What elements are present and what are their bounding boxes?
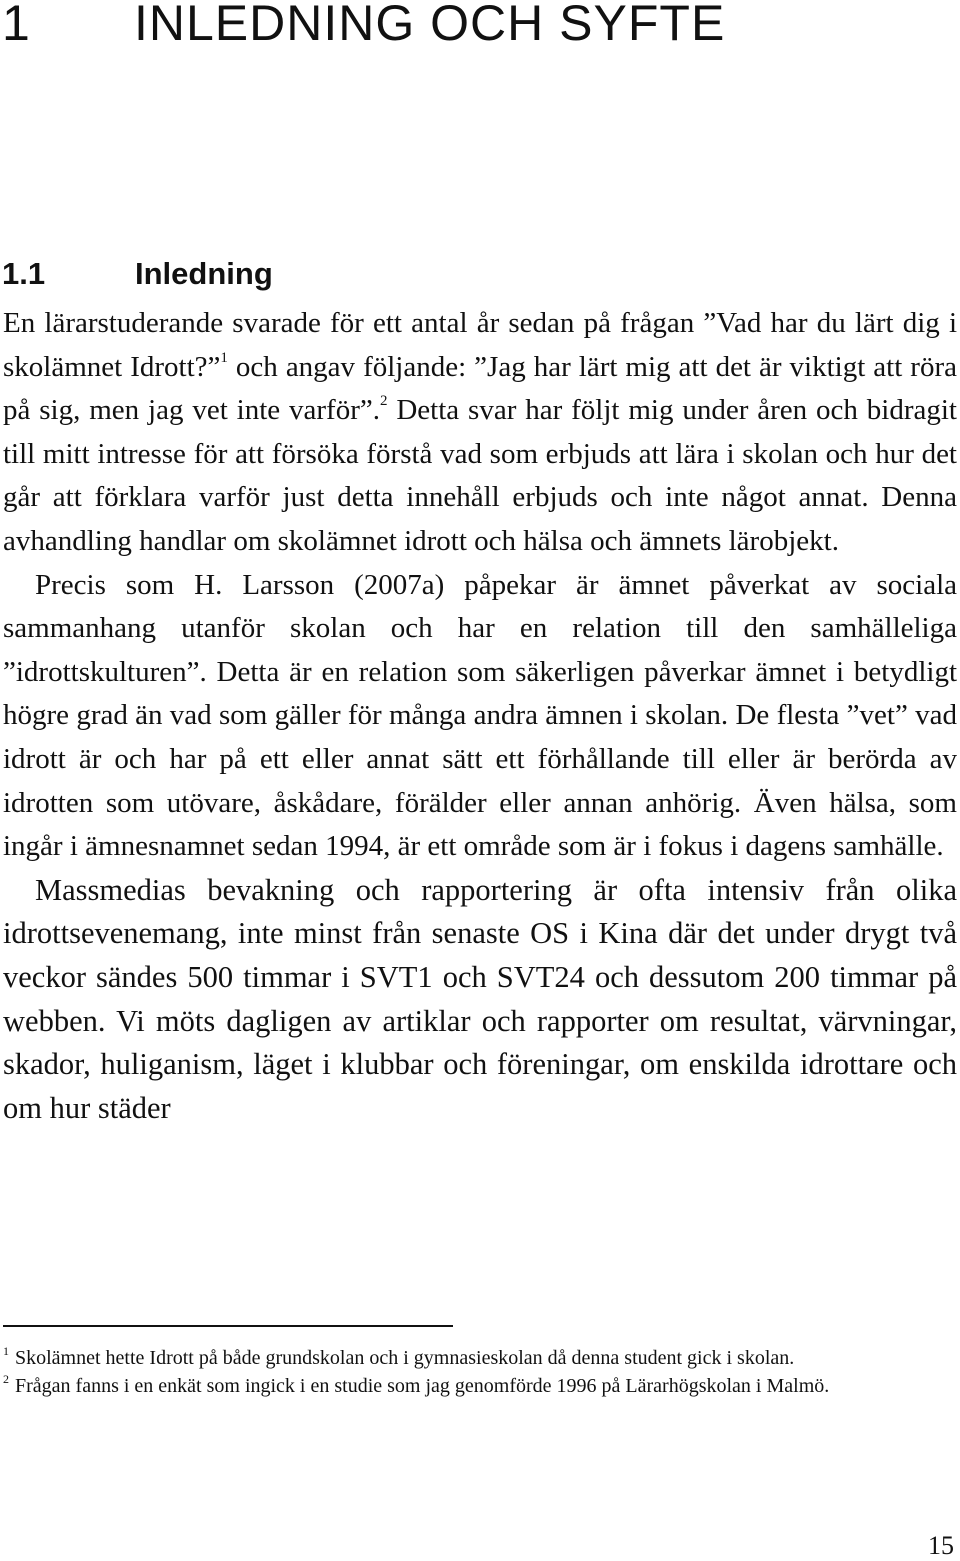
section-title-text: Inledning [135,256,273,291]
paragraph-1-part-c: Detta svar har följt mig under åren och bidragit till mitt intresse för att försöka förstå vad som erbjuds att lära i skolan och hur det går att förklara varför just detta innehåll erbjuds och inte något annat. Denna avhandling handlar om skolämnet idrott och hälsa och ämnets lärobjekt. [3,394,957,557]
footnote-ref-2[interactable]: 2 [379,393,388,410]
paragraph-2: Precis som H. Larsson (2007a) påpekar är ämnet påverkat av sociala sammanhang utanför skolan och har en relation till den samhälleliga ”idrottskulturen”. Detta är en relation som säkerligen påverkar ämnet i betydligt högre grad än vad som gäller för många andra ämnen i skolan. De flesta ”vet” vad idrott är och har på ett eller annat sätt ett förhållande till eller är berörda av idrotten som utövare, åskådare, förälder eller annan anhörig. Även hälsa, som ingår i ämnesnamnet sedan 1994, är ett område som är i fokus i dagens samhälle. [3,568,957,863]
footnote-2-mark: 2 [3,1372,9,1386]
chapter-title-text: INLEDNING OCH SYFTE [134,0,726,51]
paragraph-1-part-a: En lärarstuderande svarade för ett antal år sedan på frågan ”Vad har du lärt dig i skolämnet Idrott?” [3,307,957,383]
footnote-1-text: Skolämnet hette Idrott på både grundskolan och i gymnasieskolan då denna student gick i skolan. [15,1347,795,1369]
body-text [3,302,957,1130]
chapter-title [2,0,725,52]
footnote-ref-1[interactable]: 1 [220,349,228,366]
footnote-1 [3,1344,957,1372]
section-number: 1.1 [2,256,46,291]
paragraph-1-part-b: och angav följande: ”Jag har lärt mig att det är viktigt att röra på sig, men jag vet inte varför”. [3,350,957,427]
paragraph-1 [3,302,957,564]
footnote-2-text: Frågan fanns i en enkät som ingick i en studie som jag genomförde 1996 på Lärarhögskolan i Malmö. [15,1375,830,1397]
chapter-number: 1 [2,0,31,51]
footnote-divider [3,1325,453,1327]
paragraph-3: Massmedias bevakning och rapportering är ofta intensiv från olika idrottsevenemang, inte minst från senaste OS i Kina där det under drygt två veckor sändes 500 timmar i SVT1 och SVT24 och dessutom 200 timmar på webben. Vi möts dagligen av artiklar och rapporter om resultat, värvningar, skador, huliganism, läget i klubbar och föreningar, om enskilda idrottare och om hur städer [3,872,957,1125]
section-heading [2,256,273,292]
footnote-2 [3,1372,957,1400]
footnotes [3,1344,957,1400]
page-number: 15 [928,1531,954,1560]
footnote-1-mark: 1 [3,1344,9,1358]
